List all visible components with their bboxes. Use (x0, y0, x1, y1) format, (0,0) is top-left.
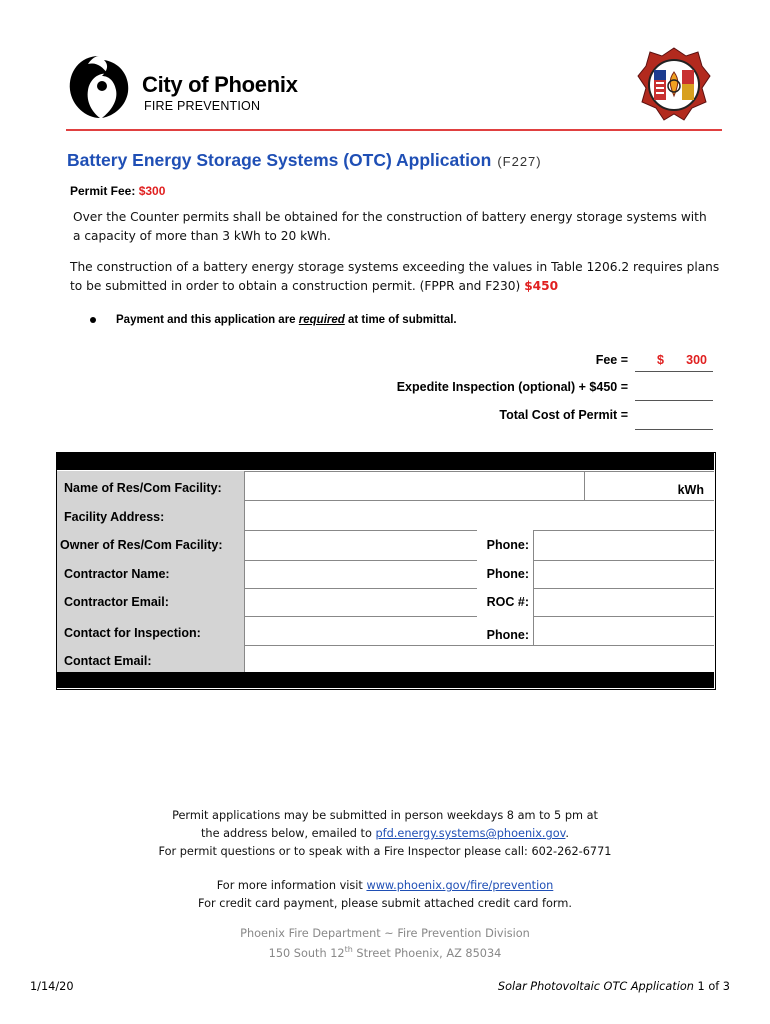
fire-department-badge (636, 46, 712, 124)
dept-name: FIRE PREVENTION (144, 99, 261, 113)
email-link[interactable]: pfd.energy.systems@phoenix.gov (375, 827, 566, 840)
contact-email-label: Contact Email: (57, 649, 244, 673)
contractor-name-input[interactable] (244, 560, 477, 588)
application-form (56, 452, 716, 690)
owner-phone-input[interactable] (533, 530, 714, 560)
owner-input[interactable] (244, 530, 477, 560)
form-bottom-bar (56, 672, 714, 688)
facility-address-label: Facility Address: (57, 504, 244, 530)
fee-currency: $ (657, 353, 664, 367)
total-label: Total Cost of Permit = (499, 408, 628, 422)
contractor-phone-input[interactable] (533, 560, 714, 588)
facility-name-input[interactable] (244, 471, 584, 500)
total-field[interactable] (635, 411, 713, 430)
header-divider (66, 129, 722, 131)
document-date: 1/14/20 (30, 980, 74, 993)
contractor-email-input[interactable] (244, 588, 477, 616)
website-line-before: For more information visit (216, 879, 363, 892)
address-sup: th (344, 945, 353, 954)
phoenix-bird-icon (66, 52, 132, 120)
contact-inspection-label: Contact for Inspection: (57, 616, 244, 649)
bullet-text-emphasis: required (298, 314, 345, 326)
contact-phone-label: Phone: (486, 627, 529, 642)
expedite-field[interactable] (635, 382, 713, 401)
fee-label: Fee = (595, 353, 628, 367)
contact-email-input[interactable] (244, 645, 714, 673)
fee-amount: 300 (686, 353, 707, 367)
title-text: Battery Energy Storage Systems (OTC) Application (67, 150, 492, 170)
address-before: 150 South 12 (268, 946, 345, 960)
address-line (0, 945, 770, 960)
submission-info: Permit applications may be submitted in person weekdays 8 am to 5 pm at (172, 809, 598, 822)
phoenix-logo (66, 52, 132, 120)
contractor-email-label: Contractor Email: (57, 588, 244, 616)
page-title (67, 150, 542, 171)
contact-phone-input[interactable] (533, 616, 714, 645)
page-info (498, 980, 730, 993)
contractor-phone-label: Phone: (486, 567, 529, 581)
contractor-name-label: Contractor Name: (57, 560, 244, 588)
owner-phone-label: Phone: (486, 538, 529, 552)
permit-fee (70, 184, 165, 198)
expedite-label: Expedite Inspection (optional) + $450 = (396, 380, 628, 394)
roc-label: ROC #: (486, 595, 529, 609)
email-line (0, 827, 770, 840)
form-top-bar (56, 452, 714, 470)
owner-label: Owner of Res/Com Facility: (57, 530, 244, 560)
email-line-after: . (565, 827, 570, 840)
contact-inspection-input[interactable] (244, 616, 477, 645)
bullet-text-after: at time of submittal. (348, 314, 457, 326)
website-line (0, 879, 770, 892)
page-number: 1 of 3 (697, 980, 730, 993)
bullet-dot-icon (90, 317, 96, 323)
kwh-unit: kWh (677, 482, 704, 497)
permit-fee-value: $300 (138, 184, 166, 198)
phone-info: For permit questions or to speak with a Fire Inspector please call: 602-262-6771 (158, 845, 612, 858)
email-line-before: the address below, emailed to (200, 827, 372, 840)
paragraph-exceeding-amount: $450 (524, 279, 559, 293)
paragraph-otc: Over the Counter permits shall be obtained for the construction of battery energy storage systems with a capacity of more than 3 kWh to 20 kWh. (73, 210, 707, 243)
facility-name-label: Name of Res/Com Facility: (57, 471, 244, 504)
fee-field (635, 353, 713, 372)
bullet-text-before: Payment and this application are (116, 314, 296, 326)
org-name: City of Phoenix (142, 72, 298, 97)
form-code: (F227) (497, 154, 542, 169)
page-doc-name: Solar Photovoltaic OTC Application (497, 980, 694, 993)
roc-input[interactable] (533, 588, 714, 616)
website-link[interactable]: www.phoenix.gov/fire/prevention (366, 879, 554, 892)
facility-address-input[interactable] (244, 500, 714, 530)
paragraph-exceeding (70, 258, 730, 296)
address-after: Street Phoenix, AZ 85034 (352, 946, 502, 960)
department-line: Phoenix Fire Department ~ Fire Prevention Division (240, 927, 530, 940)
paragraph-exceeding-text: The construction of a battery energy storage systems exceeding the values in Table 1206.2 requires plans to be submitted in order to obtain a construction permit. (FPPR and F230) (70, 260, 720, 293)
payment-bullet (90, 314, 457, 326)
credit-card-info: For credit card payment, please submit attached credit card form. (198, 897, 572, 910)
permit-fee-label: Permit Fee: (70, 184, 136, 198)
fire-department-badge-icon (636, 46, 712, 124)
